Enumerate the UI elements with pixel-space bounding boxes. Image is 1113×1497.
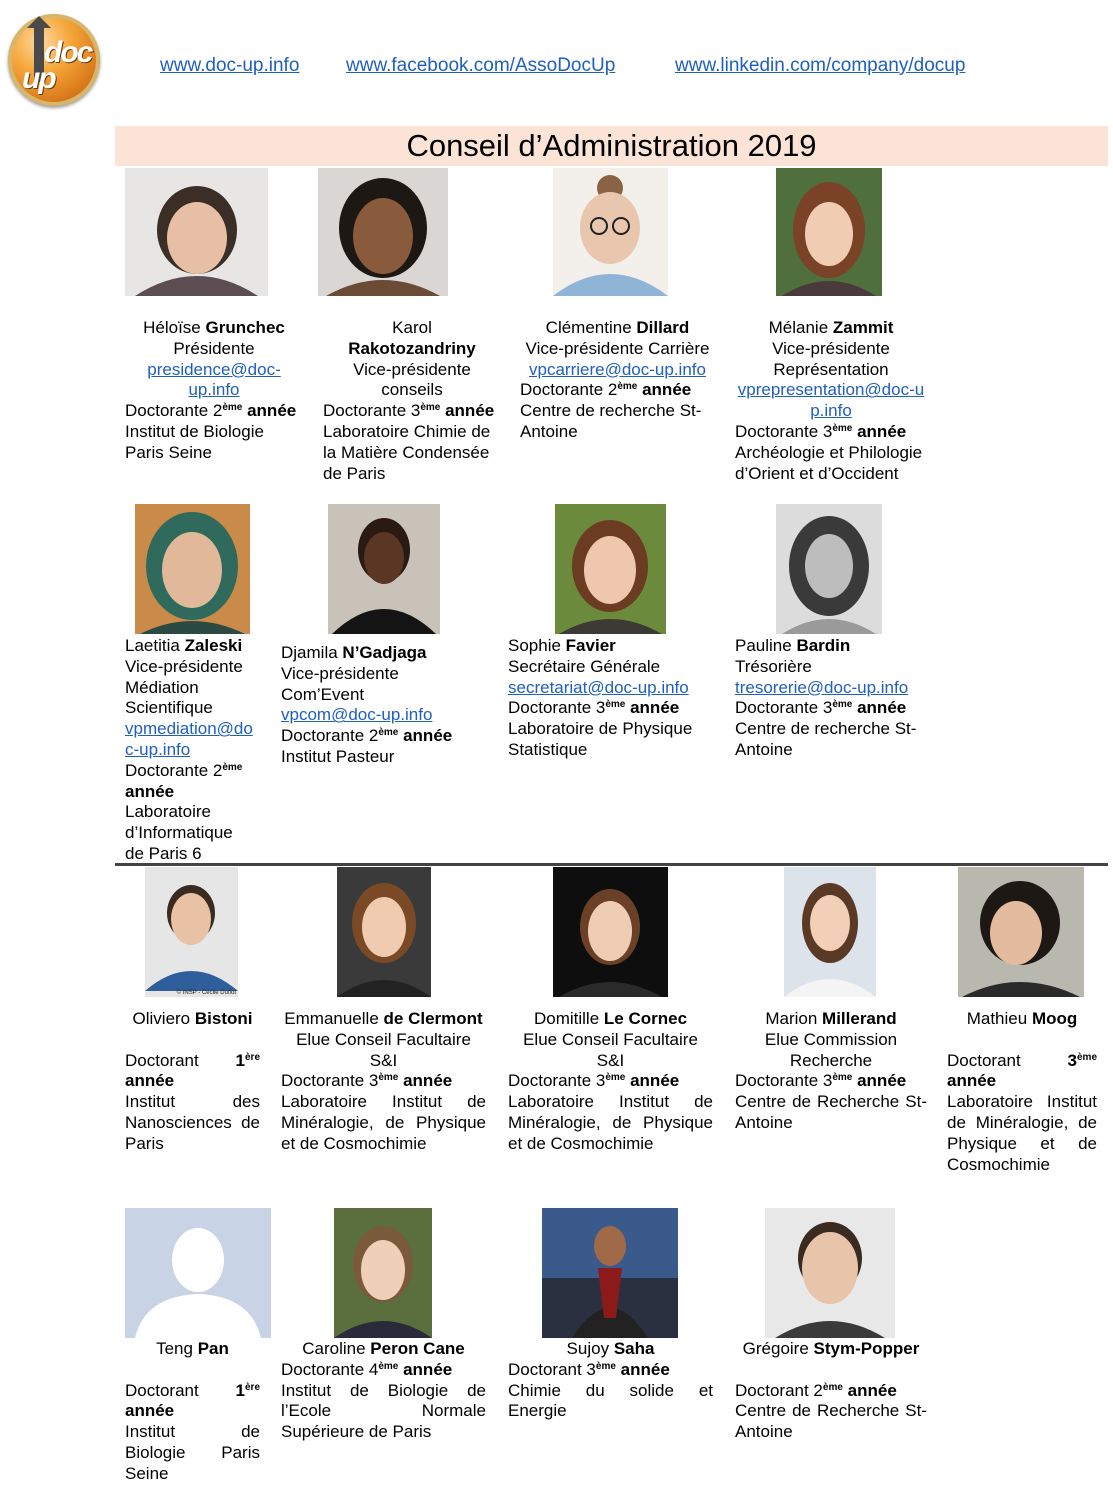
first-name: Grégoire [742,1339,809,1358]
ordinal: ème [378,727,399,739]
member-card [735,318,927,484]
ordinal: ème [1076,1051,1097,1063]
status: Doctorante 2 [125,760,223,780]
status-number: 1 [235,1050,245,1070]
member-card [281,1009,486,1155]
member-photo [135,504,250,634]
status-year: année [947,1071,997,1091]
logo-text-doc: doc [44,36,92,69]
first-name: Sophie [508,636,561,655]
role: Trésorière [735,656,812,676]
member-card [735,1009,927,1134]
member-card [947,1009,1097,1175]
member-card [125,1339,260,1485]
linkedin-link[interactable]: www.linkedin.com/company/docup [675,55,966,76]
ordinal: ème [605,1072,626,1084]
ordinal: ème [832,699,853,711]
first-name: Caroline [302,1339,366,1358]
ordinal: ère [244,1381,260,1393]
status: Doctorant 2 [735,1380,823,1400]
member-photo [958,867,1084,997]
member-card [125,1009,260,1155]
status-number: 3 [1067,1050,1077,1070]
status-year: année [642,380,692,400]
last-name: Peron Cane [370,1339,465,1358]
last-name: de Clermont [383,1009,483,1028]
laboratory: Laboratoire de Physique Statistique [508,719,693,759]
role: Vice-présidente Com’Event [281,663,399,704]
email-link[interactable]: presidence@doc-up.info [147,359,281,400]
member-card [520,318,715,443]
first-name: Emmanuelle [284,1009,379,1028]
first-name: Marion [765,1009,818,1028]
first-name: Sujoy [566,1339,610,1358]
status: Doctorant [125,1050,199,1070]
status-year: année [620,1359,670,1379]
last-name: Rakotozandriny [348,338,476,358]
laboratory: Laboratoire Institut de Minéralogie, de Physique et de Cosmochimie [508,1092,713,1153]
status-year: année [857,421,907,441]
email-link[interactable]: secretariat@doc-up.info [508,677,689,697]
status-year: année [630,698,680,718]
role: Vice-présidente Carrière [525,338,710,358]
status: Doctorante 4 [281,1359,379,1379]
first-name: Mathieu [966,1009,1028,1028]
laboratory: Centre de recherche St-Antoine [735,719,917,759]
first-name: Djamila [281,643,338,662]
role: Présidente [173,338,255,358]
status: Doctorante 3 [735,421,833,441]
status: Doctorante 3 [508,1071,606,1091]
member-photo [542,1208,678,1338]
ordinal: ème [378,1072,399,1084]
email-link[interactable]: vpcom@doc-up.info [281,705,433,725]
photo-credit: © INSP - Cécile Duflot [176,990,236,996]
first-name: Mélanie [768,318,829,337]
page-title: Conseil d’Administration 2019 [406,128,817,163]
member-photo [328,504,440,634]
member-photo [337,867,431,997]
first-name: Teng [156,1339,193,1358]
member-card [508,1339,713,1422]
member-photo [776,168,882,296]
ordinal: ème [832,1072,853,1084]
website-link[interactable]: www.doc-up.info [160,55,300,76]
laboratory: Centre de Recherche St-Antoine [735,1401,927,1442]
member-card [508,1009,713,1155]
default-avatar-icon [125,1208,271,1338]
member-photo [553,168,668,296]
first-name: Héloïse [143,318,201,337]
last-name: Saha [613,1339,655,1358]
last-name: Grunchec [205,318,285,337]
first-name: Clémentine [545,318,632,337]
email-link[interactable]: vpcarriere@doc-up.info [529,359,706,379]
last-name: Le Cornec [603,1009,688,1028]
status-year: année [403,1359,453,1379]
laboratory: Institut de Biologie de l’Ecole Normale Supérieure de Paris [281,1380,486,1442]
member-card [281,643,486,768]
role: Vice-présidente Représentation [772,338,890,379]
first-name: Karol [392,318,432,337]
laboratory: Institut de Biologie Paris Seine [125,421,264,462]
status-year: année [403,1071,453,1091]
role: Vice-présidente Médiation Scientifique [125,656,243,718]
member-photo [125,168,268,296]
last-name: Dillard [636,318,690,337]
ordinal: ème [822,1381,843,1393]
member-card [735,636,927,761]
status: Doctorant [125,1380,199,1400]
status-year: année [125,1401,175,1421]
status-number: 1 [235,1380,245,1400]
ordinal: ème [605,699,626,711]
member-photo [553,867,668,997]
member-photo [318,168,448,296]
status-year: année [445,401,495,421]
last-name: Zammit [832,318,894,337]
ordinal: ème [222,761,243,773]
laboratory: Laboratoire Chimie de la Matière Condensée de Paris [323,421,491,483]
status-year: année [125,1071,175,1091]
status-year: année [247,401,297,421]
member-card [508,636,713,761]
email-link[interactable]: tresorerie@doc-up.info [735,677,909,697]
laboratory: Institut des Nanosciences de Paris [125,1092,260,1153]
last-name: Bardin [796,636,851,655]
section-divider [115,863,1108,866]
status: Doctorante 3 [508,698,606,718]
member-card [323,318,501,484]
status: Doctorant [947,1050,1021,1070]
laboratory: Laboratoire Institut de Minéralogie, de Physique et de Cosmochimie [947,1092,1097,1174]
last-name: N’Gadjaga [342,643,427,662]
laboratory: Institut Pasteur [281,746,395,766]
logo-text-up: up [22,62,55,95]
member-photo [334,1208,432,1338]
status: Doctorante 3 [281,1071,379,1091]
status: Doctorante 3 [735,698,833,718]
laboratory: Centre de Recherche St-Antoine [735,1092,927,1132]
member-card [281,1339,486,1443]
ordinal: ème [617,381,638,393]
member-card [125,318,303,464]
status: Doctorante 2 [125,401,223,421]
status-year: année [125,781,175,801]
status-year: année [857,698,907,718]
member-photo [765,1208,895,1338]
laboratory: Laboratoire d’Informatique de Paris 6 [125,802,233,863]
email-link[interactable]: vprepresentation@doc-up.info [737,380,925,421]
status: Doctorante 3 [323,401,421,421]
ordinal: ère [244,1051,260,1063]
first-name: Pauline [735,636,792,655]
ordinal: ème [595,1360,616,1372]
last-name: Stym-Popper [813,1339,920,1358]
role: Elue Conseil Facultaire S&I [296,1029,471,1070]
ordinal: ème [420,402,441,414]
facebook-link[interactable]: www.facebook.com/AssoDocUp [346,55,616,76]
email-link[interactable]: vpmediation@doc-up.info [125,719,253,759]
ordinal: ème [832,422,853,434]
laboratory: Laboratoire Institut de Minéralogie, de Physique et de Cosmochimie [281,1092,486,1153]
laboratory: Chimie du solide et Energie [508,1380,713,1421]
ordinal: ème [222,402,243,414]
status-year: année [403,726,453,746]
role: Vice-présidente conseils [353,359,471,400]
member-photo [776,504,882,634]
member-photo [555,504,666,634]
role: Elue Conseil Facultaire S&I [523,1029,698,1070]
member-card [125,636,255,865]
role: Elue Commission Recherche [764,1029,898,1070]
status-year: année [630,1071,680,1091]
status-year: année [857,1071,907,1091]
first-name: Laetitia [125,636,180,655]
last-name: Bistoni [194,1009,253,1028]
doc-up-logo-icon[interactable] [8,14,100,106]
member-photo [784,867,876,997]
first-name: Oliviero [132,1009,191,1028]
ordinal: ème [378,1360,399,1372]
first-name: Domitille [533,1009,600,1028]
member-card [735,1339,927,1443]
role: Secrétaire Générale [508,656,661,676]
last-name: Favier [565,636,616,655]
last-name: Moog [1031,1009,1078,1028]
last-name: Zaleski [184,636,243,655]
status: Doctorante 2 [520,380,618,400]
status: Doctorante 2 [281,726,379,746]
last-name: Millerand [822,1009,897,1028]
last-name: Pan [197,1339,229,1358]
member-photo [145,867,238,997]
laboratory: Archéologie et Philologie d’Orient et d’Occident [735,442,923,483]
status: Doctorante 3 [735,1071,833,1091]
laboratory: Institut de Biologie Paris Seine [125,1422,260,1483]
laboratory: Centre de recherche St-Antoine [520,401,702,441]
status: Doctorant 3 [508,1359,596,1379]
status-year: année [847,1380,897,1400]
